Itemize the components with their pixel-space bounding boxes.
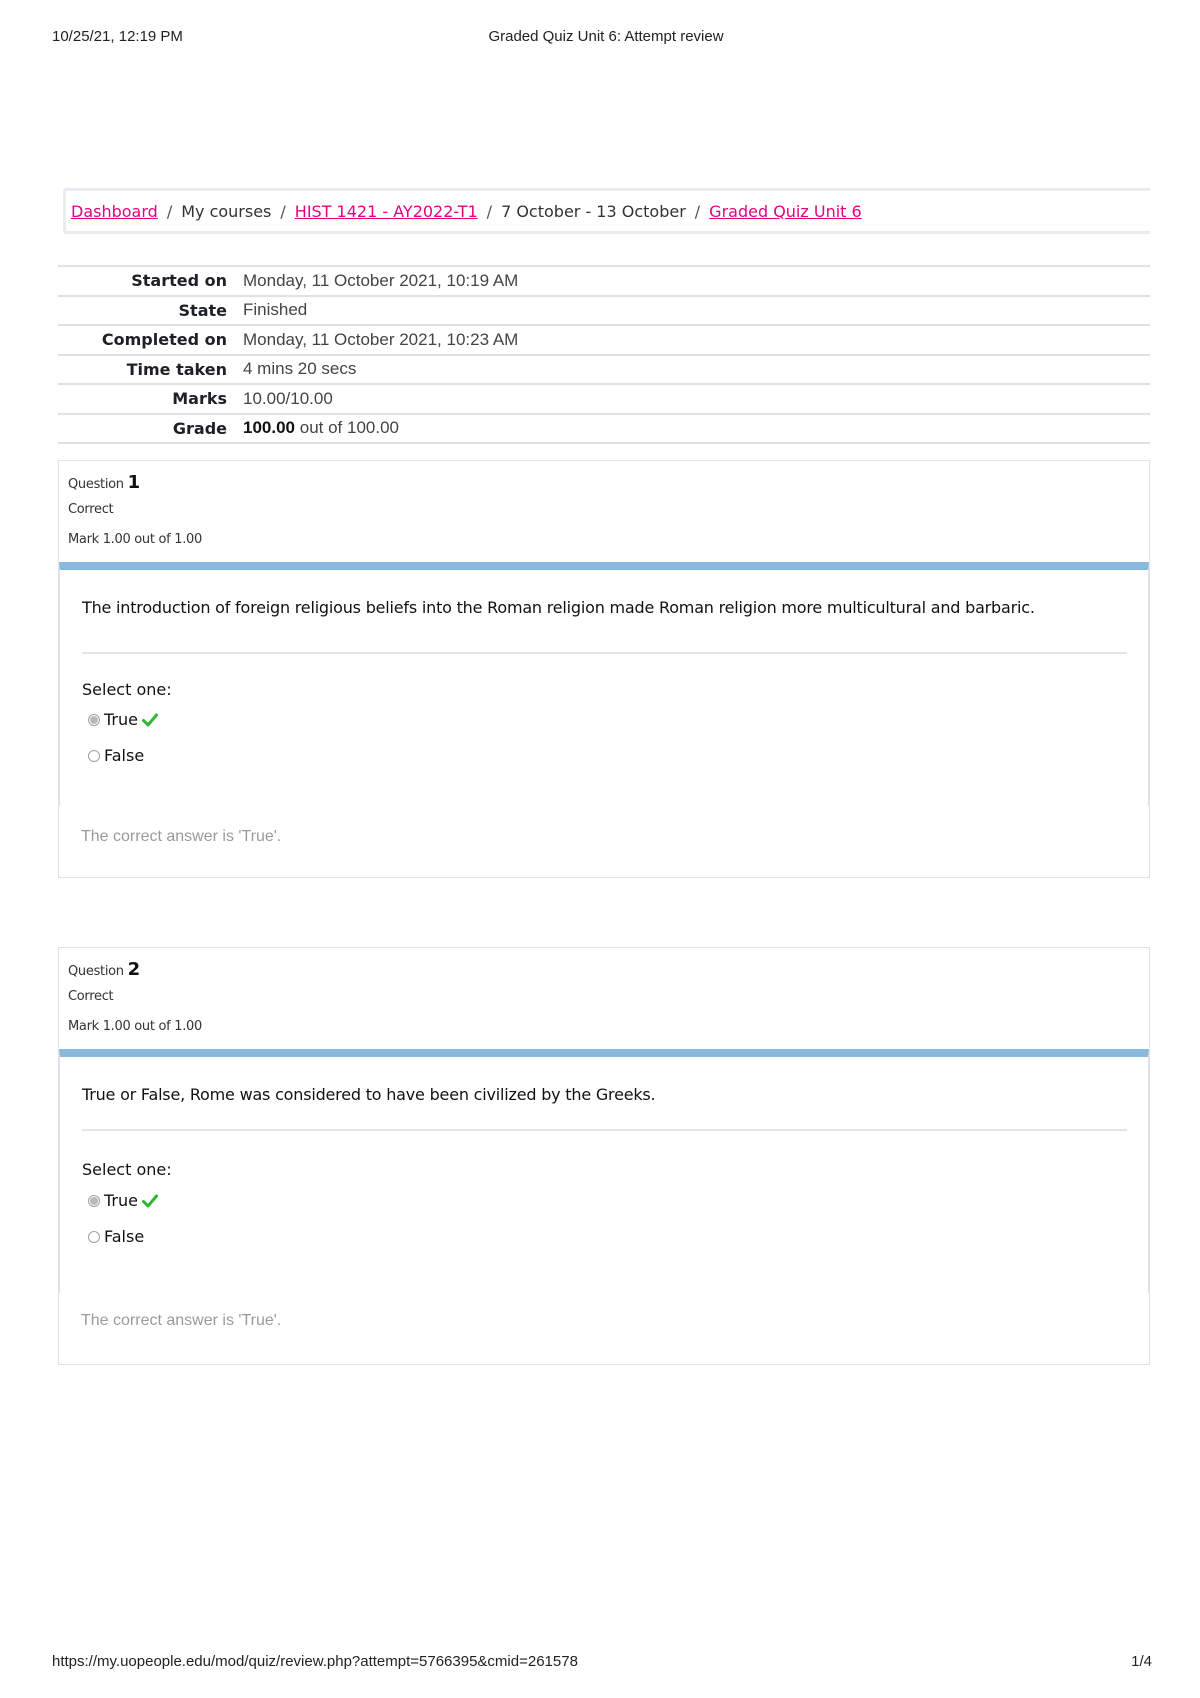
grade-suffix: out of 100.00 bbox=[299, 418, 399, 438]
summary-label: Time taken bbox=[58, 355, 237, 385]
question-divider bbox=[82, 652, 1127, 654]
summary-value: 10.00/10.00 bbox=[237, 384, 1150, 414]
option-true[interactable] bbox=[88, 1191, 158, 1210]
summary-label: State bbox=[58, 296, 237, 326]
summary-row-state bbox=[58, 296, 1150, 326]
attempt-summary-table bbox=[58, 265, 1150, 444]
option-label: True bbox=[104, 1191, 138, 1210]
summary-row-marks bbox=[58, 384, 1150, 414]
question-label: Question bbox=[68, 964, 124, 979]
radio-button-checked[interactable] bbox=[88, 1195, 100, 1207]
radio-button[interactable] bbox=[88, 1231, 100, 1243]
radio-button[interactable] bbox=[88, 750, 100, 762]
check-icon bbox=[142, 1194, 158, 1208]
summary-row-time-taken bbox=[58, 355, 1150, 385]
summary-label: Completed on bbox=[58, 325, 237, 355]
question-mark: Mark 1.00 out of 1.00 bbox=[68, 1019, 202, 1034]
print-title: Graded Quiz Unit 6: Attempt review bbox=[488, 28, 724, 45]
breadcrumb-quiz-link[interactable]: Graded Quiz Unit 6 bbox=[709, 201, 862, 221]
summary-value: Monday, 11 October 2021, 10:19 AM bbox=[237, 266, 1150, 296]
question-number: 2 bbox=[127, 959, 140, 980]
breadcrumb-separator: / bbox=[486, 201, 493, 221]
option-false[interactable] bbox=[88, 746, 144, 765]
print-datetime: 10/25/21, 12:19 PM bbox=[52, 28, 183, 45]
question-1 bbox=[58, 460, 1150, 878]
breadcrumb-separator: / bbox=[694, 201, 701, 221]
summary-label: Grade bbox=[58, 414, 237, 444]
correct-answer-feedback: The correct answer is 'True'. bbox=[81, 828, 282, 845]
print-url: https://my.uopeople.edu/mod/quiz/review.php?attempt=5766395&cmid=261578 bbox=[52, 1653, 578, 1670]
select-one-prompt: Select one: bbox=[82, 1160, 172, 1179]
question-content bbox=[59, 1049, 1149, 1293]
question-label: Question bbox=[68, 477, 124, 492]
option-label: True bbox=[104, 710, 138, 729]
question-info bbox=[68, 958, 202, 1042]
breadcrumb-my-courses: My courses bbox=[181, 201, 272, 221]
grade-value: 100.00 bbox=[243, 418, 295, 438]
breadcrumb-dashboard-link[interactable]: Dashboard bbox=[71, 201, 158, 221]
summary-value bbox=[237, 414, 1150, 444]
question-content bbox=[59, 562, 1149, 806]
summary-label: Marks bbox=[58, 384, 237, 414]
breadcrumb-course-link[interactable]: HIST 1421 - AY2022-T1 bbox=[294, 201, 478, 221]
option-false[interactable] bbox=[88, 1227, 144, 1246]
summary-row-completed-on bbox=[58, 325, 1150, 355]
question-state: Correct bbox=[68, 989, 114, 1004]
summary-row-grade bbox=[58, 414, 1150, 444]
summary-row-started-on bbox=[58, 266, 1150, 296]
breadcrumb-separator: / bbox=[280, 201, 286, 221]
summary-value: Finished bbox=[237, 296, 1150, 326]
question-text: True or False, Rome was considered to have been civilized by the Greeks. bbox=[82, 1085, 656, 1104]
print-page-number: 1/4 bbox=[1131, 1653, 1152, 1670]
question-state: Correct bbox=[68, 502, 114, 517]
question-text: The introduction of foreign religious beliefs into the Roman religion made Roman religion more multicultural and barbaric. bbox=[82, 598, 1035, 617]
option-label: False bbox=[104, 1227, 145, 1246]
question-mark: Mark 1.00 out of 1.00 bbox=[68, 532, 202, 547]
summary-value: 4 mins 20 secs bbox=[237, 355, 1150, 385]
select-one-prompt: Select one: bbox=[82, 680, 172, 699]
question-divider bbox=[82, 1129, 1127, 1131]
summary-label: Started on bbox=[58, 266, 237, 296]
radio-button-checked[interactable] bbox=[88, 714, 100, 726]
question-number: 1 bbox=[127, 472, 140, 493]
breadcrumb bbox=[63, 188, 1150, 234]
option-label: False bbox=[104, 746, 145, 765]
breadcrumb-week: 7 October - 13 October bbox=[501, 201, 686, 221]
breadcrumb-separator: / bbox=[166, 201, 173, 221]
question-2 bbox=[58, 947, 1150, 1365]
correct-answer-feedback: The correct answer is 'True'. bbox=[81, 1312, 282, 1329]
check-icon bbox=[142, 713, 158, 727]
summary-value: Monday, 11 October 2021, 10:23 AM bbox=[237, 325, 1150, 355]
question-info bbox=[68, 471, 202, 555]
option-true[interactable] bbox=[88, 710, 158, 729]
